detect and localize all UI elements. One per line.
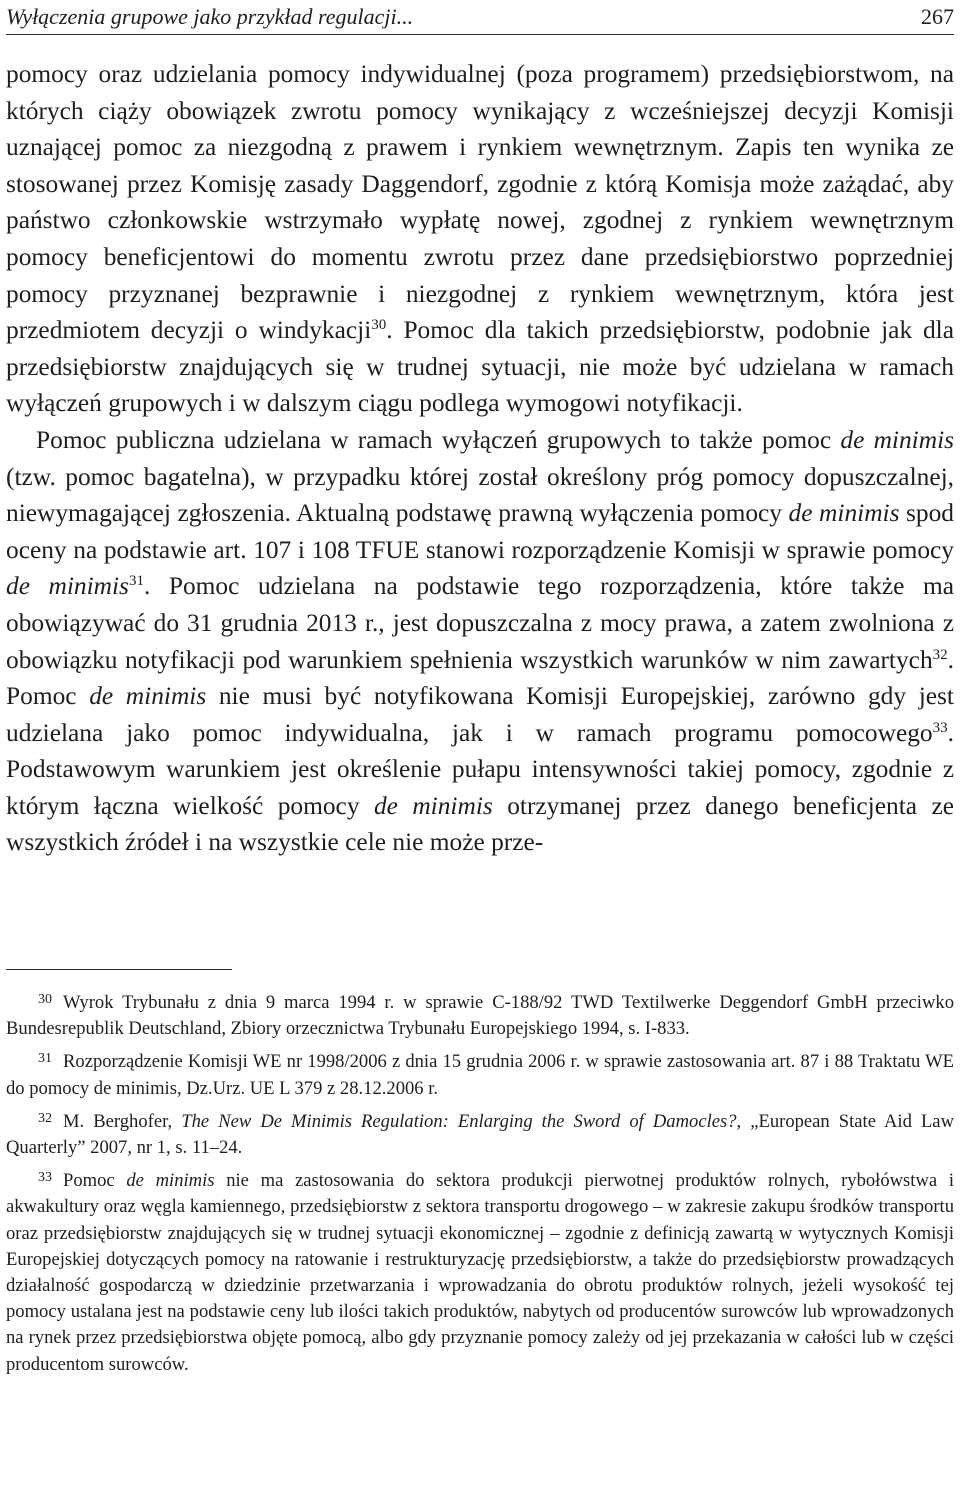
footnote-ref-30[interactable]: 30 bbox=[371, 317, 387, 334]
italic-term: de minimis bbox=[126, 1170, 215, 1192]
running-header bbox=[6, 2, 954, 35]
footnote-31 bbox=[6, 1049, 954, 1101]
text-run: nie musi być notyfikowana Komisji Europejskiej, zarówno gdy jest udzielana jako pomoc indywidualna, jak i w ramach programu pomocowego bbox=[6, 682, 954, 747]
footnote-text: M. Berghofer, bbox=[63, 1110, 182, 1132]
paragraph-2 bbox=[6, 422, 954, 861]
footnotes bbox=[6, 990, 954, 1385]
italic-term: de minimis bbox=[788, 499, 900, 528]
text-run: . Pomoc udzielana na podstawie tego rozporządzenia, które także ma obowiązywać do 31 grudnia 2013 r., jest dopuszczalna z mocy prawa, a zatem zwolniona z obowiązku notyfikacji pod warunkiem spełnienia wszystkich warunków w nim zawartych bbox=[6, 572, 954, 674]
footnote-ref-33[interactable]: 33 bbox=[932, 719, 948, 736]
footnote-33 bbox=[6, 1168, 954, 1378]
main-text bbox=[6, 56, 954, 861]
italic-term: de minimis bbox=[840, 425, 955, 454]
footnote-32 bbox=[6, 1109, 954, 1161]
footnote-number: 32 bbox=[38, 1110, 52, 1126]
footnote-text: Rozporządzenie Komisji WE nr 1998/2006 z dnia 15 grudnia 2006 r. w sprawie zastosowania art. 87 i 88 Traktatu WE do pomocy de minimis, Dz.Urz. UE L 379 z 28.12.2006 r. bbox=[6, 1051, 954, 1099]
footnote-ref-32[interactable]: 32 bbox=[932, 646, 948, 663]
footnote-number: 30 bbox=[38, 992, 52, 1007]
text-run: spod oceny na podstawie art. 107 i 108 TFUE stanowi rozporządzenie Komisji w sprawie pomocy bbox=[6, 499, 954, 564]
running-title: Wyłączenia grupowe jako przykład regulacji... bbox=[6, 4, 414, 29]
text-run: . Pomoc bbox=[6, 645, 954, 711]
footnote-text: , „European State Aid Law Quarterly” 2007, nr 1, s. 11–24. bbox=[6, 1110, 954, 1159]
text-run: . Pomoc dla takich przedsiębiorstw, podobnie jak dla przedsiębiorstw znajdujących się w trudnej sytuacji, nie może być udzielana w ramach wyłączeń grupowych i w dalszym ciągu podlega wymogowi notyfikacji. bbox=[6, 316, 954, 418]
text-run: Pomoc publiczna udzielana w ramach wyłączeń grupowych to także pomoc bbox=[36, 425, 841, 454]
footnote-text: Pomoc bbox=[63, 1170, 127, 1192]
footnote-text: nie ma zastosowania do sektora produkcji pierwotnej produktów rolnych, rybołówstwa i akwakultury oraz węgla kamiennego, przedsiębiorstw z sektora transportu drogowego – w zakresie zakupu środków transportu oraz przedsiębiorstw znajdujących się w trudnej sytuacji ekonomicznej – zgodnie z definicją zawartą w wytycznych Komisji Europejskiej dotyczących pomocy na ratowanie i restrukturyzację przedsiębiorstw, a także do przedsiębiorstw prowadzących działalność gospodarczą w dziedzinie przetwarzania i wprowadzania do obrotu produktów rolnych, jeżeli wysokość tej pomocy ustalana jest na podstawie ceny lub ilości takich produktów, nabytych od producentów surowców lub wprowadzonych na rynek przez przedsiębiorstwa objęte pomocą, albo gdy przyznanie pomocy zależy od jej przekazania w całości lub w części producentom surowców. bbox=[6, 1170, 954, 1375]
footnote-number: 31 bbox=[38, 1051, 52, 1067]
footnote-text: Wyrok Trybunału z dnia 9 marca 1994 r. w sprawie C-188/92 TWD Textilwerke Deggendorf GmbH przeciwko Bundesrepublik Deutschland, Zbiory orzecznictwa Trybunału Europejskiego 1994, s. I-833. bbox=[6, 992, 954, 1040]
text-run: . Podstawowym warunkiem jest określenie pułapu intensywności takiej pomocy, zgodnie z którym łączna wielkość pomocy bbox=[6, 718, 954, 820]
footnote-number: 33 bbox=[38, 1170, 52, 1186]
text-run: otrzymanej przez danego beneficjenta ze wszystkich źródeł i na wszystkie cele nie może prze- bbox=[6, 791, 954, 857]
text-run: (tzw. pomoc bagatelna), w przypadku której został określony próg pomocy dopuszczalnej, niewymagającej zgłoszenia. Aktualną podstawę prawną wyłączenia pomocy bbox=[6, 462, 954, 528]
italic-term: de minimis bbox=[373, 791, 493, 820]
italic-term: de minimis bbox=[6, 572, 129, 601]
italic-title: The New De Minimis Regulation: Enlarging the Sword of Damocles? bbox=[181, 1110, 737, 1132]
paragraph-1 bbox=[6, 56, 954, 422]
footnote-separator bbox=[6, 969, 232, 970]
footnote-ref-31[interactable]: 31 bbox=[128, 573, 144, 590]
footnote-30 bbox=[6, 990, 954, 1042]
italic-term: de minimis bbox=[89, 682, 207, 711]
page-number: 267 bbox=[921, 4, 954, 29]
text-run: pomocy oraz udzielania pomocy indywidualnej (poza programem) przedsiębiorstwom, na których ciąży obowiązek zwrotu pomocy wynikający z wcześniejszej decyzji Komisji uznającej pomoc za niezgodną z prawem i rynkiem wewnętrznym. Zapis ten wynika ze stosowanej przez Komisję zasady Daggendorf, zgodnie z którą Komisja może zażądać, aby państwo członkowskie wstrzymało wypłatę nowej, zgodnej z rynkiem wewnętrznym pomocy beneficjentowi do momentu zwrotu przez dane przedsiębiorstwo poprzedniej pomocy przyznanej bezprawnie i niezgodnej z rynkiem wewnętrznym, która jest przedmiotem decyzji o windykacji bbox=[6, 60, 954, 345]
